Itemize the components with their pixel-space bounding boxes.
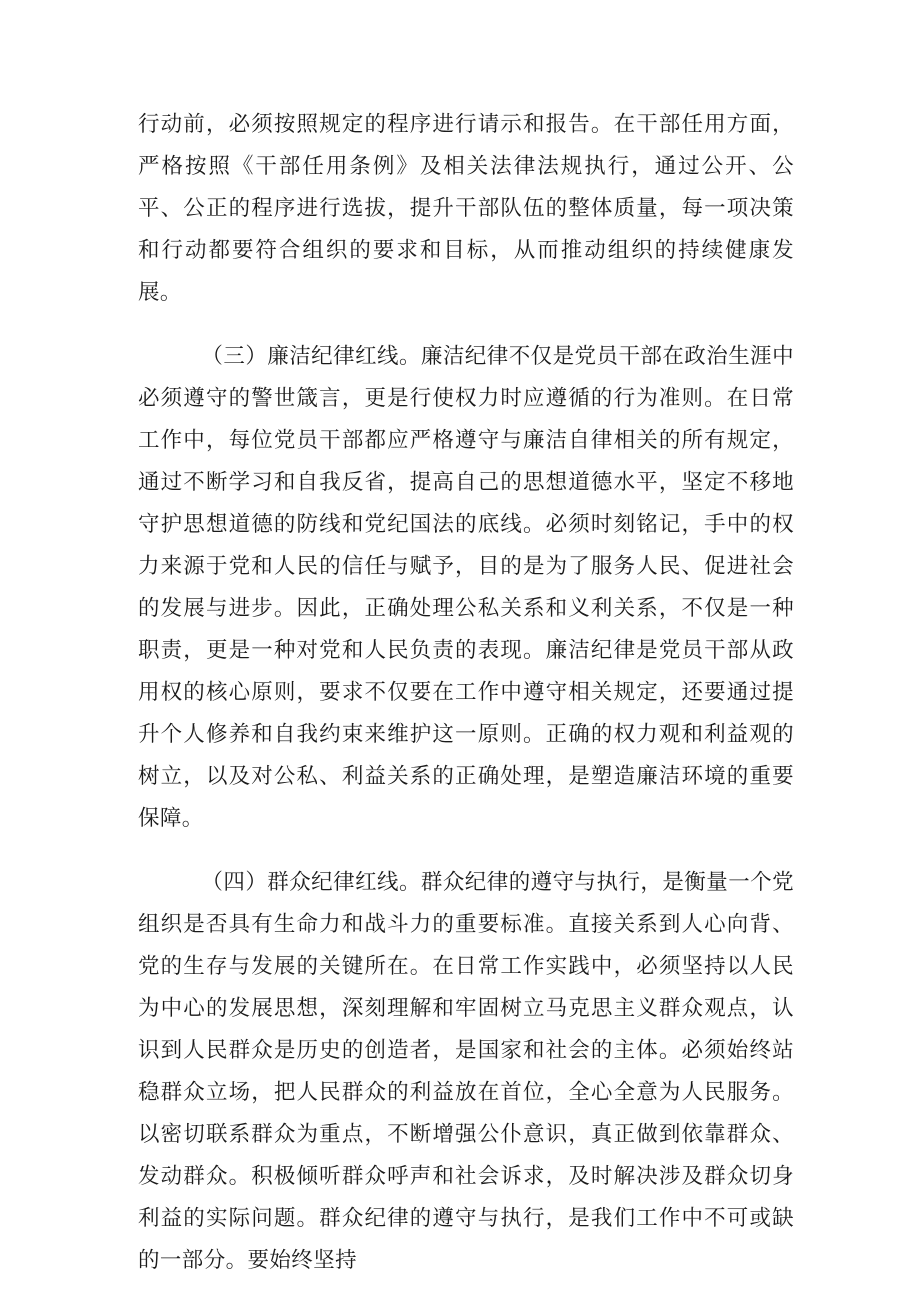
paragraph-mass-discipline: （四）群众纪律红线。群众纪律的遵守与执行，是衡量一个党组织是否具有生命力和战斗力的重要标准。直接关系到人心向背、党的生存与发展的关键所在。在日常工作实践中，必须坚持以人民为中心的发展思想，深刻理解和牢固树立马克思主义群众观点，认识到人民群众是历史的创造者，是国家和社会的主体。必须始终站稳群众立场，把人民群众的利益放在首位，全心全意为人民服务。以密切联系群众为重点，不断增强公仆意识，真正做到依靠群众、发动群众。积极倾听群众呼声和社会诉求，及时解决涉及群众切身利益的实际问题。群众纪律的遵守与执行，是我们工作中不可或缺的一部分。要始终坚持: [138, 870, 794, 1273]
paragraph-integrity-discipline: （三）廉洁纪律红线。廉洁纪律不仅是党员干部在政治生涯中必须遵守的警世箴言，更是行使权力时应遵循的行为准则。在日常工作中，每位党员干部都应严格遵守与廉洁自律相关的所有规定，通过不断学习和自我反省，提高自己的思想道德水平，坚定不移地守护思想道德的防线和党纪国法的底线。必须时刻铭记，手中的权力来源于党和人民的信任与赋予，目的是为了服务人民、促进社会的发展与进步。因此，正确处理公私关系和义利关系，不仅是一种职责，更是一种对党和人民负责的表现。廉洁纪律是党员干部从政用权的核心原则，要求不仅要在工作中遵守相关规定，还要通过提升个人修养和自我约束来维护这一原则。正确的权力观和利益观的树立，以及对公私、利益关系的正确处理，是塑造廉洁环境的重要保障。: [138, 344, 794, 831]
paragraph-continuation: 行动前，必须按照规定的程序进行请示和报告。在干部任用方面，严格按照《干部任用条例》及相关法律法规执行，通过公开、公平、公正的程序进行选拔，提升干部队伍的整体质量，每一项决策和行动都要符合组织的要求和目标，从而推动组织的持续健康发展。: [138, 112, 794, 305]
document-body: [138, 104, 794, 1304]
